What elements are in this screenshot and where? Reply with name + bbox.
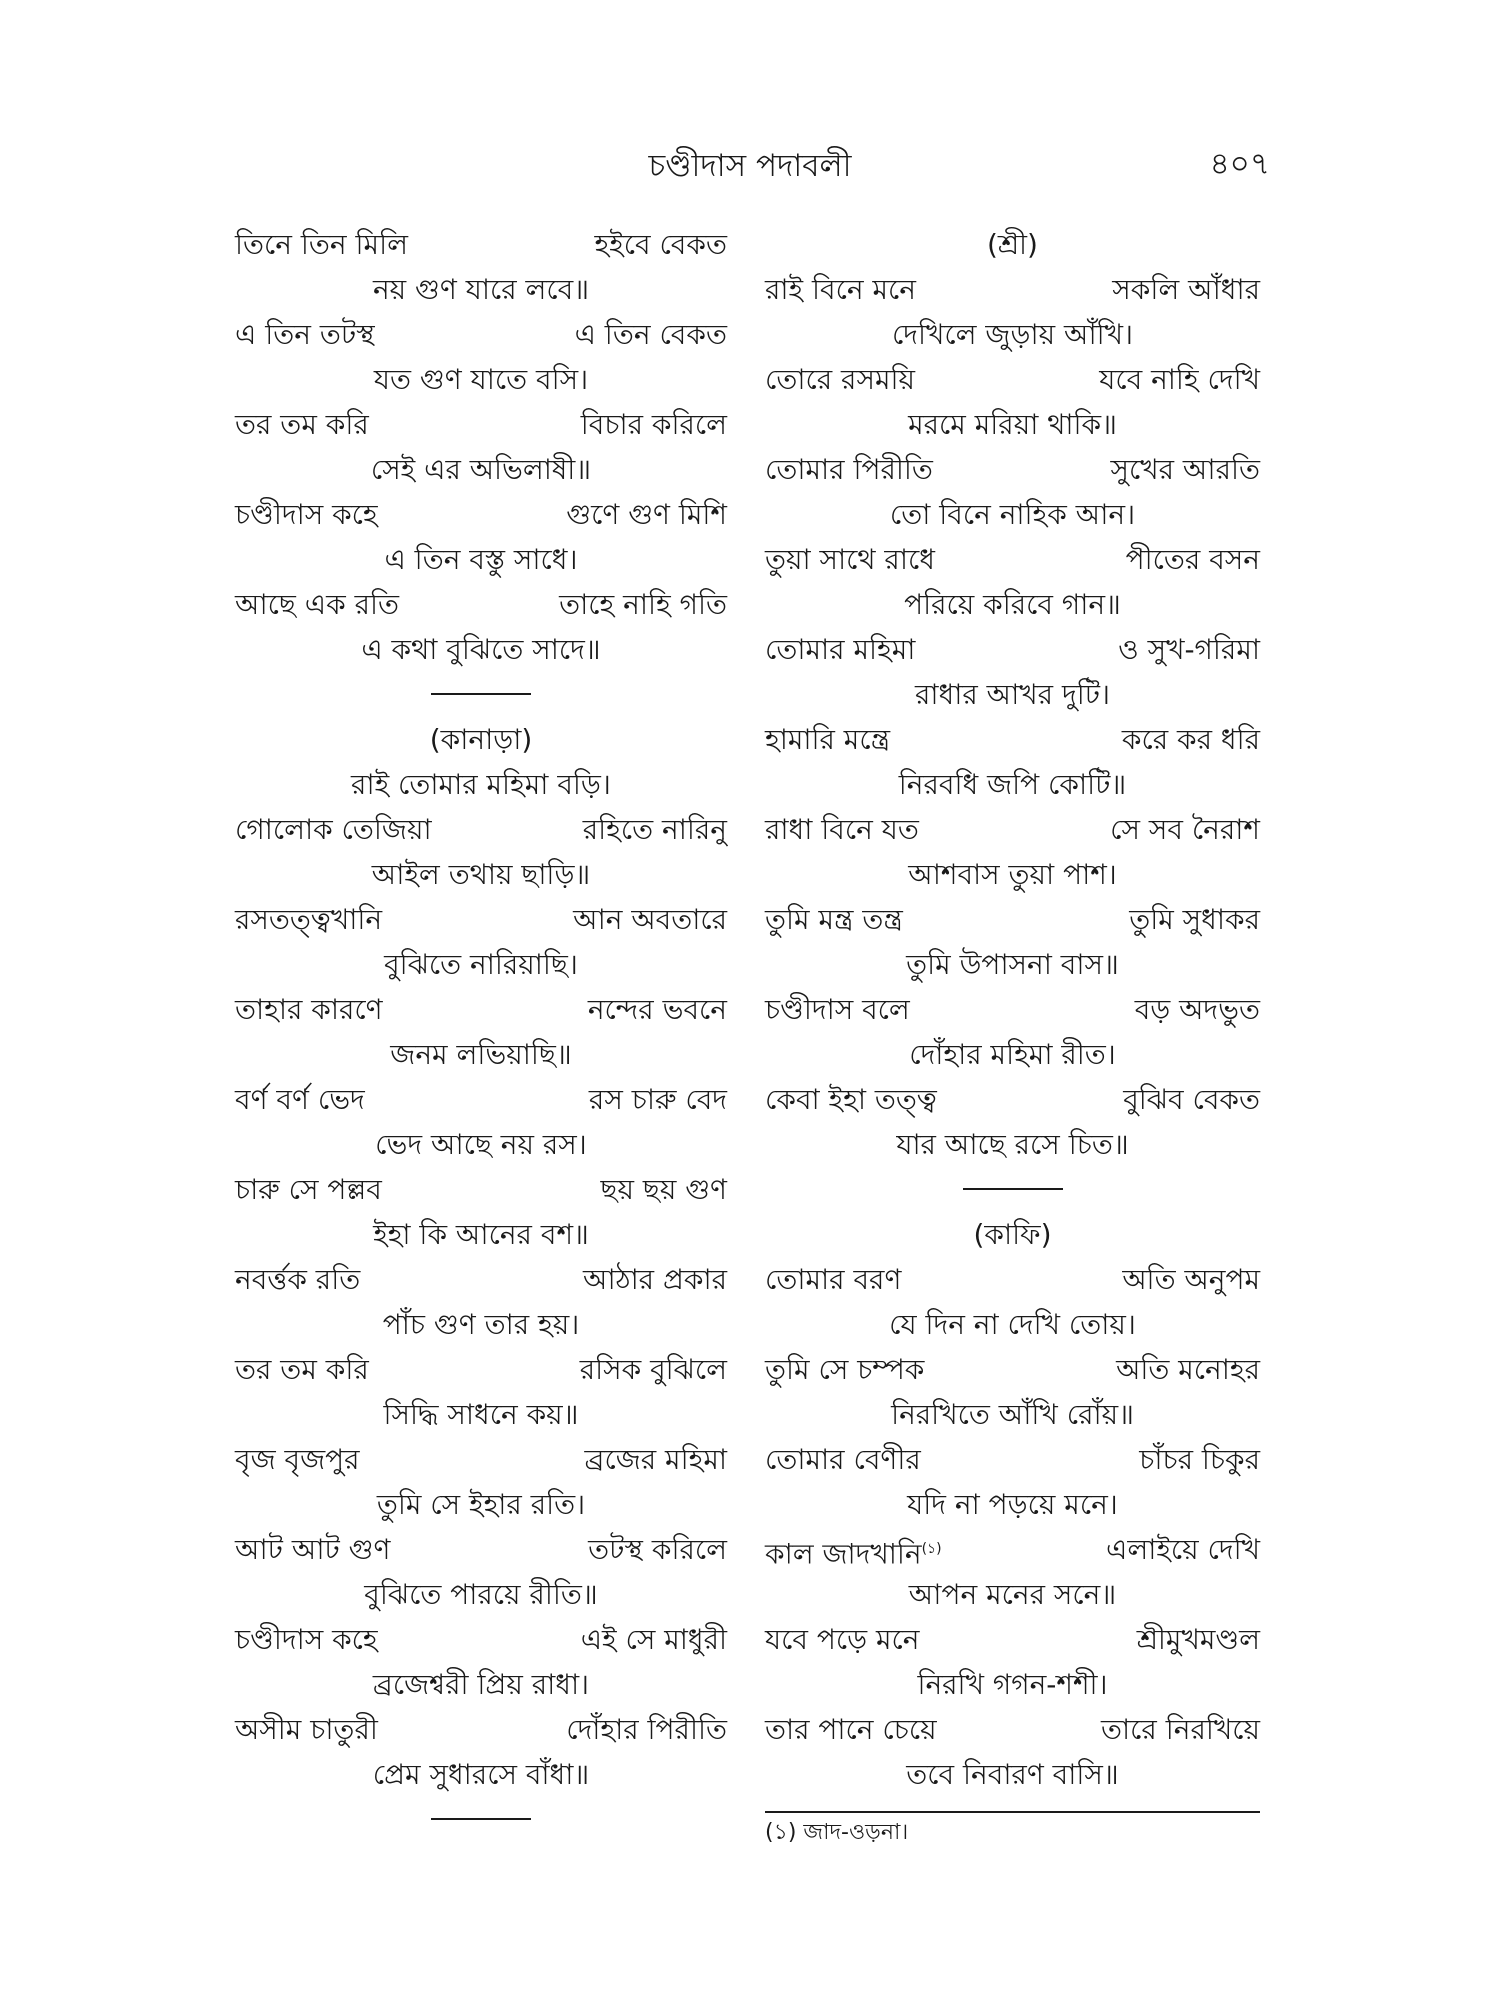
- verse-first-half: তুয়া সাথে রাধে: [765, 543, 935, 576]
- verse-first-half: কাল জাদখানি$^{(১)}$: [765, 1537, 942, 1571]
- verse-second-half: ও সুখ-গরিমা: [1118, 633, 1260, 666]
- verse-line: [235, 897, 727, 942]
- verse-second-half: রহিতে নারিনু: [582, 813, 727, 846]
- verse-line: [235, 1347, 727, 1392]
- verse-refrain-line: ইহা কি আনের বশ॥: [373, 1218, 589, 1251]
- verse-second-half: বুঝিব বেকত: [1123, 1083, 1260, 1116]
- verse-second-half: চাঁচর চিকুর: [1139, 1443, 1260, 1476]
- verse-first-half: চণ্ডীদাস কহে: [235, 498, 378, 531]
- verse-refrain-line: ভেদ আছে নয় রস।: [375, 1128, 587, 1161]
- verse-second-half: বড় অদভুত: [1134, 993, 1260, 1026]
- verse-refrain-line: যার আছে রসে চিত॥: [896, 1128, 1129, 1161]
- verse-line: [235, 312, 727, 357]
- verse-second-half: সকলি আঁধার: [1112, 273, 1260, 306]
- verse-refrain-line: নয় গুণ যারে লবে॥: [372, 273, 590, 306]
- verse-refrain-line: বুঝিতে পারয়ে রীতি॥: [364, 1578, 598, 1611]
- verse-first-half: তার পানে চেয়ে: [765, 1713, 937, 1746]
- verse-second-half: নন্দের ভবনে: [587, 993, 727, 1026]
- verse-first-half: তাহার কারণে: [235, 993, 383, 1026]
- footnote-marker: (১): [921, 1541, 942, 1557]
- verse-first-half: আট আট গুণ: [235, 1533, 391, 1566]
- verse-line: [235, 1257, 727, 1302]
- verse-line: [235, 492, 727, 537]
- verse-first-half: চণ্ডীদাস কহে: [235, 1623, 378, 1656]
- footnote-text: (১) জাদ-ওড়না।: [765, 1820, 909, 1845]
- verse-refrain-line: আশবাস তুয়া পাশ।: [908, 858, 1117, 891]
- verse-first-half: তোমার বেণীর: [765, 1443, 921, 1476]
- verse-first-half: তোমার মহিমা: [765, 633, 916, 666]
- verse-second-half: ব্রজের মহিমা: [584, 1443, 727, 1476]
- verse-line: [765, 447, 1260, 492]
- verse-line: [235, 1707, 727, 1752]
- verse-second-half: সে সব নৈরাশ: [1110, 813, 1260, 846]
- verse-refrain-line: জনম লভিয়াছি॥: [390, 1038, 572, 1071]
- verse-first-half: গোলোক তেজিয়া: [235, 813, 432, 846]
- verse-line: [765, 267, 1260, 312]
- page-number: ৪০৭: [1209, 146, 1270, 182]
- verse-refrain-line: যে দিন না দেখি তোয়।: [889, 1308, 1136, 1341]
- verse-first-half: তোরে রসময়ি: [765, 363, 915, 396]
- verse-line: [765, 987, 1260, 1032]
- verse-line: [765, 357, 1260, 402]
- verse-first-half: আছে এক রতি: [235, 588, 399, 621]
- verse-line: [235, 1167, 727, 1212]
- verse-refrain-line: পরিয়ে করিবে গান॥: [904, 588, 1121, 621]
- verse-refrain-line: আপন মনের সনে॥: [908, 1578, 1117, 1611]
- verse-line: [765, 1077, 1260, 1122]
- raga-heading: (কানাড়া): [429, 723, 533, 756]
- raga-heading: (শ্রী): [987, 228, 1038, 261]
- verse-refrain-line: রাধার আখর দুটি।: [915, 678, 1110, 711]
- verse-second-half: করে কর ধরি: [1121, 723, 1260, 756]
- verse-refrain-line: তো বিনে নাহিক আন।: [889, 498, 1136, 531]
- verse-second-half: রসিক বুঝিলে: [579, 1353, 727, 1386]
- verse-refrain-line: নিরবধি জপি কোটি॥: [898, 768, 1127, 801]
- verse-line: [765, 807, 1260, 852]
- verse-first-half: তুমি সে চম্পক: [765, 1353, 925, 1386]
- page-title: চণ্ডীদাস পদাবলী: [648, 148, 852, 184]
- verse-first-half: বর্ণ বর্ণ ভেদ: [235, 1083, 365, 1116]
- section-divider: [765, 1167, 1260, 1212]
- verse-first-half: চারু সে পল্লব: [235, 1173, 382, 1206]
- verse-refrain-line: এ কথা বুঝিতে সাদে॥: [361, 633, 601, 666]
- verse-refrain-line: মরমে মরিয়া থাকি॥: [908, 408, 1117, 441]
- verse-line: [235, 807, 727, 852]
- verse-first-half: তর তম করি: [235, 408, 369, 441]
- right-column: [765, 222, 1260, 1853]
- verse-line: [765, 1527, 1260, 1572]
- verse-first-half: তিনে তিন মিলি: [235, 228, 408, 261]
- section-divider: [235, 672, 727, 717]
- verse-first-half: রাই বিনে মনে: [765, 273, 916, 306]
- verse-refrain-line: সেই এর অভিলাষী॥: [370, 453, 592, 486]
- verse-first-half: তোমার বরণ: [765, 1263, 902, 1296]
- verse-refrain-line: দেখিলে জুড়ায় আঁখি।: [891, 318, 1134, 351]
- verse-second-half: সুখের আরতি: [1110, 453, 1260, 486]
- verse-refrain-line: নিরখিতে আঁখি রোঁয়॥: [891, 1398, 1134, 1431]
- raga-heading: (কাফি): [973, 1218, 1052, 1251]
- section-divider: [235, 1797, 727, 1842]
- verse-line: [765, 627, 1260, 672]
- verse-second-half: গুণে গুণ মিশি: [566, 498, 727, 531]
- verse-first-half: নবর্ত্তক রতি: [235, 1263, 361, 1296]
- verse-first-half: হামারি মন্ত্রে: [765, 723, 891, 756]
- verse-first-half: তর তম করি: [235, 1353, 369, 1386]
- verse-line: [235, 1437, 727, 1482]
- verse-refrain-line: তুমি উপাসনা বাস॥: [906, 948, 1119, 981]
- verse-second-half: বিচার করিলে: [580, 408, 727, 441]
- verse-first-half: চণ্ডীদাস বলে: [765, 993, 910, 1026]
- verse-second-half: অতি অনুপম: [1122, 1263, 1260, 1296]
- verse-second-half: এ তিন বেকত: [574, 318, 727, 351]
- verse-refrain-line: তুমি সে ইহার রতি।: [376, 1488, 586, 1521]
- verse-second-half: তারে নিরখিয়ে: [1101, 1713, 1260, 1746]
- verse-line: [235, 1617, 727, 1662]
- verse-first-half: এ তিন তটস্থ: [235, 318, 375, 351]
- verse-second-half: হইবে বেকত: [594, 228, 727, 261]
- verse-second-half: অতি মনোহর: [1116, 1353, 1260, 1386]
- verse-line: [765, 717, 1260, 762]
- verse-line: [765, 1707, 1260, 1752]
- verse-line: [235, 987, 727, 1032]
- verse-second-half: এলাইয়ে দেখি: [1106, 1533, 1260, 1566]
- verse-line: [765, 1347, 1260, 1392]
- verse-line: [235, 222, 727, 267]
- verse-refrain-line: দোঁহার মহিমা রীত।: [909, 1038, 1116, 1071]
- verse-second-half: রস চারু বেদ: [588, 1083, 727, 1116]
- verse-second-half: পীতের বসন: [1125, 543, 1260, 576]
- verse-second-half: ছয় ছয় গুণ: [600, 1173, 727, 1206]
- poem-refrain: রাই তোমার মহিমা বড়ি।: [351, 768, 611, 801]
- verse-first-half: তুমি মন্ত্র তন্ত্র: [765, 903, 903, 936]
- verse-second-half: আন অবতারে: [573, 903, 727, 936]
- verse-first-half: রসতত্ত্বখানি: [235, 903, 383, 936]
- verse-refrain-line: পাঁচ গুণ তার হয়।: [382, 1308, 580, 1341]
- left-column: [235, 222, 727, 1842]
- verse-second-half: দোঁহার পিরীতি: [566, 1713, 727, 1746]
- verse-line: [765, 537, 1260, 582]
- verse-line: [765, 1257, 1260, 1302]
- verse-second-half: শ্রীমুখমণ্ডল: [1136, 1623, 1260, 1656]
- verse-second-half: এই সে মাধুরী: [580, 1623, 727, 1656]
- verse-refrain-line: প্রেম সুধারসে বাঁধা॥: [372, 1758, 590, 1791]
- verse-second-half: আঠার প্রকার: [582, 1263, 727, 1296]
- verse-first-half: অসীম চাতুরী: [235, 1713, 378, 1746]
- verse-refrain-line: এ তিন বস্তু সাধে।: [384, 543, 578, 576]
- verse-first-half: কেবা ইহা তত্ত্ব: [765, 1083, 937, 1116]
- verse-refrain-line: যদি না পড়য়ে মনে।: [907, 1488, 1118, 1521]
- verse-refrain-line: সিদ্ধি সাধনে কয়॥: [383, 1398, 579, 1431]
- verse-line: [235, 1527, 727, 1572]
- verse-refrain-line: ব্রজেশ্বরী প্রিয় রাধা।: [372, 1668, 590, 1701]
- verse-first-half: রাধা বিনে যত: [765, 813, 919, 846]
- verse-first-half: যবে পড়ে মনে: [765, 1623, 920, 1656]
- verse-first-half: তোমার পিরীতি: [765, 453, 933, 486]
- verse-second-half: যবে নাহি দেখি: [1099, 363, 1260, 396]
- verse-line: [235, 402, 727, 447]
- verse-first-half: বৃজ বৃজপুর: [235, 1443, 360, 1476]
- verse-line: [765, 1617, 1260, 1662]
- verse-refrain-line: নিরখি গগন-শশী।: [917, 1668, 1108, 1701]
- verse-line: [235, 1077, 727, 1122]
- verse-line: [235, 582, 727, 627]
- verse-refrain-line: বুঝিতে নারিয়াছি।: [384, 948, 578, 981]
- verse-line: [765, 1437, 1260, 1482]
- verse-second-half: তুমি সুধাকর: [1129, 903, 1260, 936]
- verse-second-half: তটস্থ করিলে: [588, 1533, 727, 1566]
- verse-refrain-line: যত গুণ যাতে বসি।: [373, 363, 589, 396]
- verse-line: [765, 897, 1260, 942]
- verse-second-half: তাহে নাহি গতি: [559, 588, 727, 621]
- verse-refrain-line: আইল তথায় ছাড়ি॥: [371, 858, 591, 891]
- verse-refrain-line: তবে নিবারণ বাসি॥: [906, 1758, 1119, 1791]
